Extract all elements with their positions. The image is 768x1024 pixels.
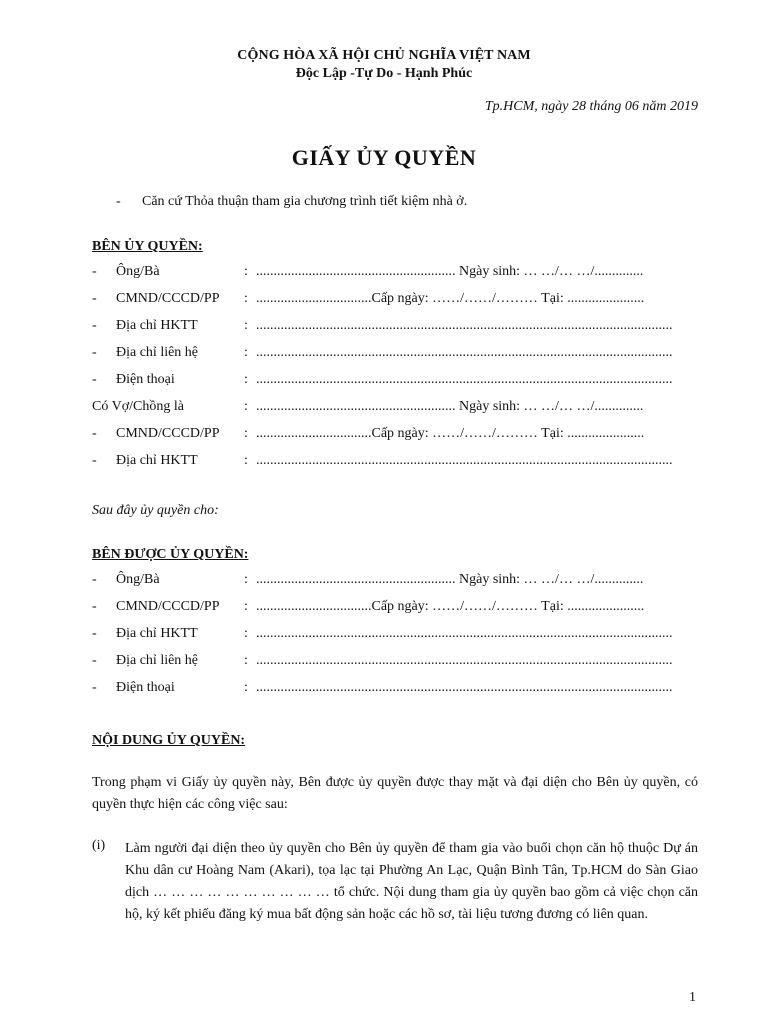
field-label: Địa chỉ HKTT [116,453,198,468]
field-dash: - [92,318,97,333]
field-fill-line[interactable]: ....................................................................................................................... [256,653,673,668]
field-colon: : [244,599,248,614]
form-field-row [92,453,698,471]
grantor-heading: BÊN ỦY QUYỀN: [92,239,203,254]
form-field-row [92,680,698,698]
field-label: CMND/CCCD/PP [116,599,220,614]
form-field-row [92,572,698,590]
field-label: Có Vợ/Chồng là [92,399,184,414]
field-dash: - [92,680,97,695]
field-label: Ông/Bà [116,264,160,279]
field-fill-line[interactable]: .................................Cấp ngày: ……/……/……… Tại: ...................... [256,291,645,306]
field-label: Địa chỉ HKTT [116,626,198,641]
field-label: Điện thoại [116,680,175,695]
field-colon: : [244,318,248,333]
item-number: (i) [92,838,106,853]
field-fill-line[interactable]: ....................................................................................................................... [256,345,673,360]
form-field-row [92,264,698,282]
field-dash: - [92,653,97,668]
field-colon: : [244,264,248,279]
form-field-row [92,399,698,417]
field-fill-line[interactable]: ......................................................... Ngày sinh: … …/… …/.............. [256,572,644,587]
field-label: Địa chỉ liên hệ [116,653,199,668]
intro-line: Sau đây ủy quyền cho: [92,503,219,518]
field-fill-line[interactable]: ......................................................... Ngày sinh: … …/… …/.............. [256,399,644,414]
field-fill-line[interactable]: ......................................................... Ngày sinh: … …/… …/.............. [256,264,644,279]
field-colon: : [244,653,248,668]
form-field-row [92,345,698,363]
form-field-row [92,372,698,390]
form-field-row [92,426,698,444]
field-fill-line[interactable]: ....................................................................................................................... [256,453,673,468]
field-label: CMND/CCCD/PP [116,291,220,306]
field-colon: : [244,345,248,360]
field-label: Địa chỉ liên hệ [116,345,199,360]
form-field-row [92,291,698,309]
national-title: CỘNG HÒA XÃ HỘI CHỦ NGHĨA VIỆT NAM [237,48,531,63]
content-paragraph: Trong phạm vi Giấy ủy quyền này, Bên được ủy quyền được thay mặt và đại diện cho Bên ủy quyền, có quyền thực hiện các công việc sau: [92,775,698,812]
field-fill-line[interactable]: .................................Cấp ngày: ……/……/……… Tại: ...................... [256,599,645,614]
field-dash: - [92,453,97,468]
field-dash: - [92,372,97,387]
form-field-row [92,599,698,617]
item-text: Làm người đại diện theo ủy quyền cho Bên ủy quyền để tham gia vào buổi chọn căn hộ thuộc Dự án Khu dân cư Hoàng Nam (Akari), tọa lạc tại Phường An Lạc, Quận Bình Tân, Tp.HCM do Sàn Giao dịch … … … … … … … … … … tổ chức. Nội dung tham gia ủy quyền bao gồm cả việc chọn căn hộ, ký kết phiếu đăng ký mua bất động sản hoặc các hồ sơ, tài liệu tương đương có liên quan. [125,841,698,922]
field-colon: : [244,372,248,387]
dateline: Tp.HCM, ngày 28 tháng 06 năm 2019 [484,99,698,114]
field-colon: : [244,626,248,641]
field-colon: : [244,399,248,414]
field-label: Điện thoại [116,372,175,387]
field-label: CMND/CCCD/PP [116,426,220,441]
field-dash: - [92,291,97,306]
field-fill-line[interactable]: ....................................................................................................................... [256,372,673,387]
field-dash: - [92,626,97,641]
field-fill-line[interactable]: ....................................................................................................................... [256,626,673,641]
form-field-row [92,626,698,644]
field-fill-line[interactable]: ....................................................................................................................... [256,318,673,333]
field-colon: : [244,426,248,441]
national-motto: Độc Lập -Tự Do - Hạnh Phúc [295,66,473,81]
field-colon: : [244,453,248,468]
field-fill-line[interactable]: ....................................................................................................................... [256,680,673,695]
field-label: Địa chỉ HKTT [116,318,198,333]
field-dash: - [92,426,97,441]
content-heading: NỘI DUNG ỦY QUYỀN: [92,733,246,748]
basis-dash: - [116,194,121,209]
field-label: Ông/Bà [116,572,160,587]
field-dash: - [92,345,97,360]
field-colon: : [244,572,248,587]
form-field-row [92,653,698,671]
field-dash: - [92,572,97,587]
field-colon: : [244,680,248,695]
field-fill-line[interactable]: .................................Cấp ngày: ……/……/……… Tại: ...................... [256,426,645,441]
field-colon: : [244,291,248,306]
basis-text: Căn cứ Thỏa thuận tham gia chương trình tiết kiệm nhà ở. [142,194,468,209]
field-dash: - [92,264,97,279]
field-dash: - [92,599,97,614]
form-field-row [92,318,698,336]
document-title: GIẤY ỦY QUYỀN [291,145,477,170]
page-number: 1 [689,990,696,1005]
grantee-heading: BÊN ĐƯỢC ỦY QUYỀN: [92,547,249,562]
